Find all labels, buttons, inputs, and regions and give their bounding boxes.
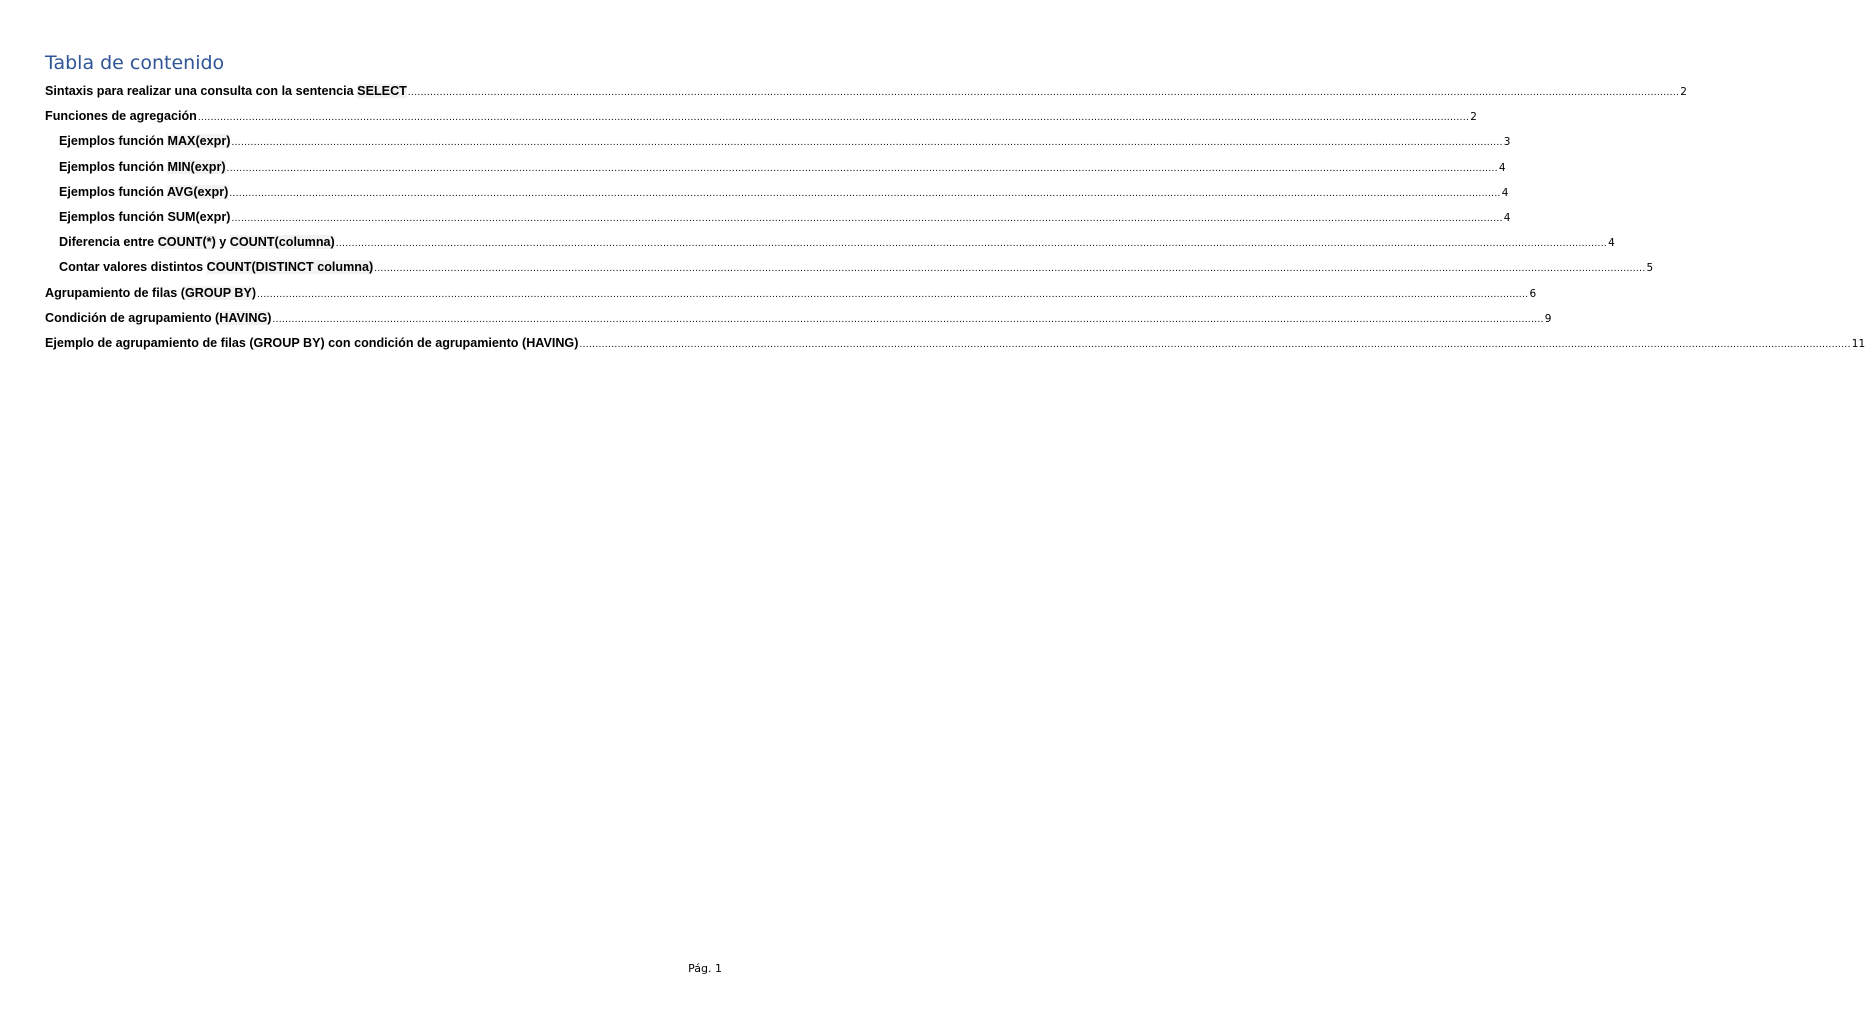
toc-entry-code-fragment: COUNT(columna) — [229, 235, 335, 250]
toc-entry[interactable] — [45, 106, 1477, 131]
toc-entry-text-fragment: Ejemplos función — [59, 134, 168, 149]
toc-entry-text-fragment: Contar valores distintos — [59, 260, 207, 275]
toc-page-number: 6 — [1529, 287, 1537, 300]
toc-entry-text-fragment: Condición de agrupamiento ( — [45, 310, 220, 325]
toc-entry-label[interactable] — [59, 157, 226, 177]
toc-page-number: 2 — [1680, 86, 1687, 98]
toc-page-number: 4 — [1501, 186, 1509, 199]
toc-entry[interactable] — [45, 182, 1509, 207]
toc-dot-leader: ................................................................................................................................................................................................................................................................................................................................................................................................................ — [579, 338, 1851, 350]
page-number-footer: Pág. 1 — [688, 962, 722, 975]
toc-entry-text-fragment: ) — [267, 310, 272, 325]
toc-entry-text-fragment: Ejemplos función SUM(expr) — [59, 209, 231, 224]
toc-entry-text-fragment: Diferencia entre — [59, 235, 158, 250]
toc-entry-label[interactable] — [45, 106, 197, 126]
toc-entry-code-fragment: MAX(expr) — [167, 134, 231, 149]
toc-dot-leader: ................................................................................................................................................................................................................................................................................................................................................................................................................ — [257, 288, 1529, 300]
toc-entry-text-fragment: Sintaxis para realizar una consulta con la sentencia — [45, 84, 358, 98]
toc-entry-label[interactable] — [45, 333, 578, 353]
toc-dot-leader: ................................................................................................................................................................................................................................................................................................................................................................................................................ — [197, 112, 1470, 124]
toc-page-number: 4 — [1503, 211, 1511, 224]
toc-entry[interactable] — [45, 308, 1552, 333]
toc-entry-label[interactable] — [59, 257, 373, 277]
toc-entry-label[interactable] — [45, 283, 256, 303]
toc-entry-text-fragment: Ejemplos función — [59, 159, 168, 174]
toc-entry[interactable] — [45, 207, 1511, 232]
toc-entry-code-fragment: AVG(expr) — [167, 184, 229, 199]
toc-entry-label[interactable] — [59, 207, 230, 227]
toc-dot-leader: ................................................................................................................................................................................................................................................................................................................................................................................................................ — [229, 187, 1501, 199]
toc-entry-label[interactable] — [59, 232, 335, 252]
toc-entry-code-fragment: SELECT — [357, 84, 407, 98]
toc-entry-code-fragment: HAVING — [219, 310, 268, 325]
toc-title: Tabla de contenido — [45, 52, 225, 74]
toc-dot-leader: ................................................................................................................................................................................................................................................................................................................................................................................................................ — [335, 238, 1608, 250]
toc-dot-leader: ................................................................................................................................................................................................................................................................................................................................................................................................................ — [231, 212, 1503, 224]
toc-entry-text-fragment: ) — [251, 285, 257, 300]
toc-page-number: 11 — [1851, 337, 1865, 350]
toc-page-number: 4 — [1608, 237, 1615, 250]
table-of-contents — [45, 81, 1865, 358]
toc-entry[interactable] — [45, 131, 1511, 156]
toc-page-number: 4 — [1498, 161, 1506, 174]
toc-entry[interactable] — [45, 232, 1615, 257]
toc-entry-text-fragment: Funciones de agregación — [45, 109, 197, 124]
toc-entry-text-fragment: Ejemplos función — [59, 184, 167, 199]
toc-dot-leader: ................................................................................................................................................................................................................................................................................................................................................................................................................ — [272, 313, 1544, 325]
toc-entry-label[interactable] — [45, 308, 271, 328]
toc-entry-code-fragment: COUNT(*) — [157, 235, 216, 250]
toc-page-number: 3 — [1503, 136, 1511, 149]
toc-entry-code-fragment: GROUP BY — [184, 285, 252, 300]
toc-entry[interactable] — [45, 81, 1687, 106]
toc-entry-text-fragment: y — [215, 235, 230, 250]
toc-entry[interactable] — [45, 283, 1537, 308]
toc-entry[interactable] — [45, 333, 1865, 358]
toc-entry-label[interactable] — [59, 182, 228, 202]
toc-dot-leader: ................................................................................................................................................................................................................................................................................................................................................................................................................ — [231, 137, 1503, 149]
toc-entry-text-fragment: Agrupamiento de filas ( — [45, 285, 185, 300]
toc-entry-code-fragment: COUNT(DISTINCT columna) — [206, 260, 374, 275]
toc-entry-label[interactable] — [45, 81, 407, 101]
toc-entry-code-fragment: MIN(expr) — [167, 159, 226, 174]
toc-page-number: 2 — [1470, 111, 1477, 124]
toc-dot-leader: ................................................................................................................................................................................................................................................................................................................................................................................................................ — [374, 263, 1646, 275]
toc-entry[interactable] — [45, 157, 1506, 182]
toc-entry-text-fragment: Ejemplo de agrupamiento de filas (GROUP BY) con condición de agrupamiento (HAVING) — [45, 335, 579, 350]
toc-entry-label[interactable] — [59, 131, 230, 151]
toc-dot-leader: ................................................................................................................................................................................................................................................................................................................................................................................................................ — [226, 162, 1498, 174]
toc-entry[interactable] — [45, 257, 1654, 282]
toc-page-number: 5 — [1646, 262, 1654, 275]
toc-dot-leader: ................................................................................................................................................................................................................................................................................................................................................................................................................ — [407, 87, 1680, 98]
toc-page-number: 9 — [1544, 312, 1552, 325]
